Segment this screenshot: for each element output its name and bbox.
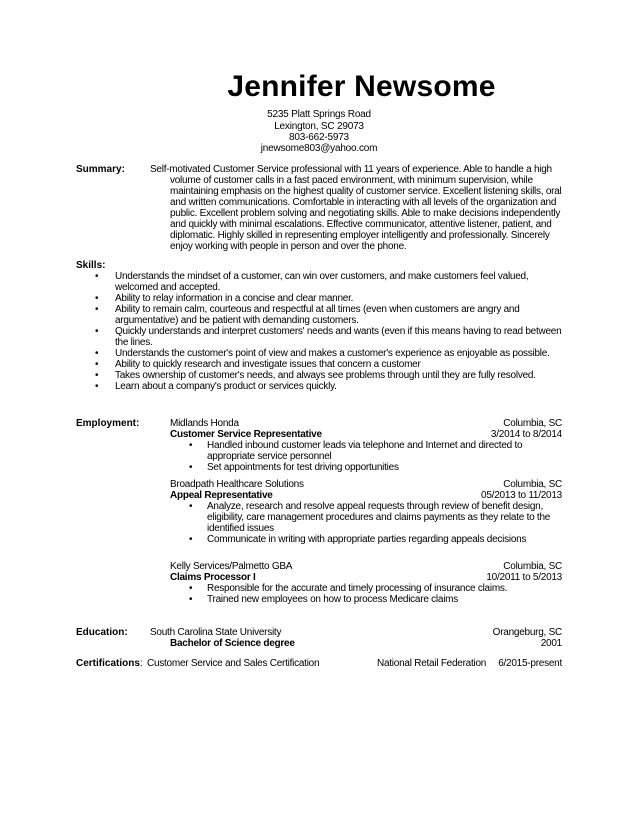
job-duty: appropriate service personnel	[207, 451, 332, 462]
skill-item: Learn about a company's product or services quickly.	[115, 381, 337, 392]
skill-item: the lines.	[115, 337, 153, 348]
bullet-icon: •	[95, 304, 99, 315]
summary-line: and written communications. Comfortable in interacting with all levels of the organization and	[170, 197, 557, 208]
address-line-2: Lexington, SC 29073	[274, 121, 364, 132]
summary-line: enjoy working with people in person and over the phone.	[170, 241, 407, 252]
job-location: Columbia, SC	[503, 479, 562, 490]
skill-item: Ability to relay information in a concise and clear manner.	[115, 293, 354, 304]
summary-line: volume of customer calls in a fast paced environment, with minimum supervision, while	[170, 175, 533, 186]
job-duty: Set appointments for test driving opportunities	[207, 462, 399, 473]
job-title: Claims Processor I	[170, 572, 256, 583]
summary-line: maintaining emphasis on the highest quality of customer service. Excellent listening skills, oral	[170, 186, 562, 197]
job-duty: identified issues	[207, 523, 274, 534]
skill-item: Quickly understands and interpret customers' needs and wants (even if this means having to read between	[115, 326, 562, 337]
summary-line: Self-motivated Customer Service professional with 11 years of experience. Able to handle a high	[150, 164, 552, 175]
job-duty: Communicate in writing with appropriate parties regarding appeals decisions	[207, 534, 527, 545]
phone-number: 803-662-5973	[289, 132, 349, 143]
bullet-icon: •	[189, 440, 193, 451]
bullet-icon: •	[189, 534, 193, 545]
certifications-label-wrap	[76, 658, 143, 669]
summary-line: public. Excellent problem solving and negotiating skills. Able to make decisions independently	[170, 208, 561, 219]
job-duty: Handled inbound customer leads via telephone and Internet and directed to	[207, 440, 523, 451]
employment-label: Employment:	[76, 418, 140, 429]
summary-line: diplomatic. Highly skilled in representing employer intelligently and professionally. Sincerely	[170, 230, 550, 241]
skill-item: Understands the customer's point of view and makes a customer's experience as enjoyable as possible.	[115, 348, 550, 359]
job-company: Midlands Honda	[170, 418, 239, 429]
education-school: South Carolina State University	[150, 627, 282, 638]
bullet-icon: •	[95, 370, 99, 381]
job-company: Kelly Services/Palmetto GBA	[170, 561, 293, 572]
job-location: Columbia, SC	[503, 561, 562, 572]
bullet-icon: •	[189, 594, 193, 605]
certifications-label: Certifications	[76, 658, 140, 669]
bullet-icon: •	[189, 583, 193, 594]
education-year: 2001	[540, 638, 562, 649]
bullet-icon: •	[95, 271, 99, 282]
education-label: Education:	[76, 627, 128, 638]
skill-item: argumentative) and be patient with demanding customers.	[115, 315, 359, 326]
skill-item: Ability to quickly research and investigate issues that concern a customer	[115, 359, 421, 370]
bullet-icon: •	[95, 348, 99, 359]
summary-label: Summary:	[76, 164, 125, 175]
certification-name: Customer Service and Sales Certification	[147, 658, 320, 669]
bullet-icon: •	[95, 326, 99, 337]
address-line-1: 5235 Platt Springs Road	[267, 109, 371, 120]
bullet-icon: •	[189, 462, 193, 473]
summary-line: and quickly with minimal escalations. Effective communicator, attentive listener, patient, and	[170, 219, 552, 230]
candidate-name: Jennifer Newsome	[227, 70, 496, 103]
skill-item: Understands the mindset of a customer, can win over customers, and make customers feel valued,	[115, 271, 529, 282]
education-degree: Bachelor of Science degree	[170, 638, 295, 649]
job-dates: 10/2011 to 5/2013	[486, 572, 562, 583]
job-duty: eligibility, care management procedures and claims payments as they relate to the	[207, 512, 551, 523]
certification-dates: 6/2015-present	[498, 658, 562, 669]
bullet-icon: •	[189, 501, 193, 512]
job-dates: 3/2014 to 8/2014	[490, 429, 562, 440]
job-duty: Analyze, research and resolve appeal requests through review of benefit design,	[207, 501, 544, 512]
bullet-icon: •	[95, 293, 99, 304]
job-location: Columbia, SC	[503, 418, 562, 429]
job-duty: Responsible for the accurate and timely processing of insurance claims.	[207, 583, 508, 594]
skill-item: Ability to remain calm, courteous and respectful at all times (even when customers are angry and	[115, 304, 520, 315]
job-title: Appeal Representative	[170, 490, 273, 501]
job-dates: 05/2013 to 11/2013	[481, 490, 562, 501]
certifications-colon: :	[139, 658, 143, 669]
job-company: Broadpath Healthcare Solutions	[170, 479, 304, 490]
job-duty: Trained new employees on how to process Medicare claims	[207, 594, 459, 605]
bullet-icon: •	[95, 381, 99, 392]
skills-label: Skills:	[76, 260, 106, 271]
education-location: Orangeburg, SC	[492, 627, 562, 638]
skill-item: Takes ownership of customer's needs, and always see problems through until they are fully resolved.	[115, 370, 536, 381]
email-address[interactable]: jnewsome803@yahoo.com	[260, 143, 378, 154]
skill-item: welcomed and accepted.	[115, 282, 221, 293]
certification-issuer: National Retail Federation	[377, 658, 487, 669]
job-title: Customer Service Representative	[170, 429, 322, 440]
bullet-icon: •	[95, 359, 99, 370]
